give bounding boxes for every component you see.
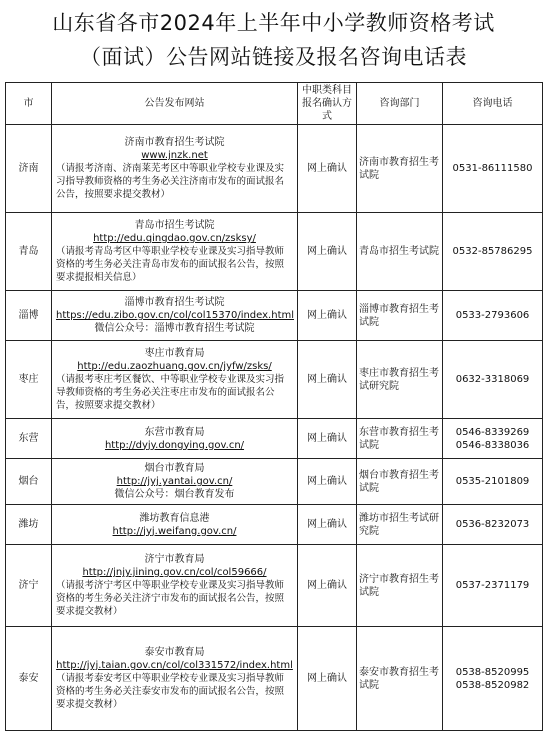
confirm-method: 网上确认 <box>307 476 347 487</box>
table-row <box>6 627 543 731</box>
site-link[interactable]: www.jnzk.net <box>141 150 208 161</box>
site-note: （请报考枣庄考区餐饮、中等职业学校专业课及实习指导教师资格的考生务必关注枣庄市发布的面试报名公告，按照要求提交教材） <box>56 374 285 411</box>
city-cell <box>6 627 52 731</box>
dept-name: 枣庄市教育招生考试研究院 <box>359 367 439 392</box>
dept-cell <box>357 459 443 505</box>
dept-cell <box>357 291 443 341</box>
site-link[interactable]: http://dyjy.dongying.gov.cn/ <box>104 439 245 451</box>
method-cell <box>298 291 357 341</box>
phone-number: 0537-2371179 <box>455 580 530 591</box>
phone-number: 0632-3318069 <box>455 374 530 385</box>
site-name: 泰安市教育局 <box>144 647 205 658</box>
table-row <box>6 459 543 505</box>
site-name: 烟台市教育局 <box>144 463 205 474</box>
confirm-method: 网上确认 <box>307 310 347 321</box>
confirm-method: 网上确认 <box>307 374 347 385</box>
phone-number: 0533-2793606 <box>455 310 530 321</box>
site-link[interactable]: https://edu.zibo.gov.cn/col/col15370/index.html <box>56 310 295 321</box>
confirm-method: 网上确认 <box>307 580 347 591</box>
site-cell <box>52 505 298 545</box>
table-row <box>6 505 543 545</box>
phone-cell <box>443 419 543 459</box>
city-name: 青岛 <box>18 246 39 257</box>
dept-name: 潍坊市招生考试研究院 <box>359 512 439 537</box>
site-name: 淄博市教育招生考试院 <box>124 297 225 308</box>
phone-number: 0536-8232073 <box>455 519 530 530</box>
dept-cell <box>357 627 443 731</box>
city-name: 烟台 <box>18 476 39 487</box>
phone-number: 0531-86111580 <box>452 163 533 174</box>
phone-number-secondary: 0546-8338036 <box>455 439 530 451</box>
site-name: 青岛市招生考试院 <box>134 220 215 231</box>
city-cell <box>6 505 52 545</box>
city-cell <box>6 125 52 213</box>
phone-cell <box>443 291 543 341</box>
confirm-method: 网上确认 <box>307 519 347 530</box>
site-link[interactable]: http://jyj.weifang.gov.cn/ <box>112 525 237 537</box>
table-row <box>6 419 543 459</box>
city-name: 济南 <box>18 163 39 174</box>
site-cell <box>52 213 298 291</box>
method-cell <box>298 627 357 731</box>
site-note: （请报考济南、济南莱芜考区中等职业学校专业课及实习指导教师资格的考生务必关注济南市发布的面试报名公告，按照要求提交教材） <box>56 163 285 200</box>
method-cell <box>298 505 357 545</box>
city-name: 淄博 <box>18 310 39 321</box>
city-cell <box>6 341 52 419</box>
city-name: 东营 <box>18 433 39 444</box>
page-title-line2: （面试）公告网站链接及报名咨询电话表 <box>80 45 467 69</box>
dept-cell <box>357 213 443 291</box>
wechat-account: 微信公众号：淄博市教育招生考试院 <box>94 323 255 334</box>
method-cell <box>298 125 357 213</box>
dept-name: 泰安市教育招生考试院 <box>359 666 439 691</box>
header-site: 公告发布网站 <box>52 83 298 125</box>
city-name: 泰安 <box>18 673 39 684</box>
table-header-row <box>6 83 543 125</box>
header-phone: 咨询电话 <box>443 83 543 125</box>
method-cell <box>298 341 357 419</box>
confirm-method: 网上确认 <box>307 246 347 257</box>
dept-name: 青岛市招生考试院 <box>359 246 439 257</box>
site-cell <box>52 459 298 505</box>
site-cell <box>52 291 298 341</box>
site-name: 潍坊教育信息港 <box>139 512 210 524</box>
site-link[interactable]: http://edu.zaozhuang.gov.cn/jyfw/zsks/ <box>77 361 272 372</box>
phone-cell <box>443 459 543 505</box>
city-name: 潍坊 <box>18 519 39 530</box>
table-row <box>6 213 543 291</box>
table-row <box>6 545 543 627</box>
city-name: 济宁 <box>18 580 39 591</box>
site-note: （请报考泰安考区中等职业学校专业课及实习指导教师资格的考生务必关注泰安市发布的面试报名公告，按照要求提交教材） <box>56 673 285 710</box>
wechat-account: 微信公众号：烟台教育发布 <box>114 489 235 500</box>
site-link[interactable]: http://jnjy.jining.gov.cn/col/col59666/ <box>82 567 267 578</box>
site-name: 枣庄市教育局 <box>144 348 205 359</box>
table-body <box>6 125 543 731</box>
dept-cell <box>357 505 443 545</box>
dept-name: 淄博市教育招生考试院 <box>359 303 439 328</box>
phone-number-secondary: 0538-8520982 <box>455 679 530 691</box>
phone-number: 0535-2101809 <box>455 476 530 487</box>
phone-number: 0546-8339269 <box>455 426 530 438</box>
phone-cell <box>443 627 543 731</box>
city-cell <box>6 459 52 505</box>
site-cell <box>52 545 298 627</box>
site-link[interactable]: http://edu.qingdao.gov.cn/zsksy/ <box>93 233 256 244</box>
dept-name: 济南市教育招生考试院 <box>359 156 439 181</box>
dept-name: 济宁市教育招生考试院 <box>359 573 439 598</box>
phone-cell <box>443 125 543 213</box>
site-name: 东营市教育局 <box>144 426 205 438</box>
header-dept: 咨询部门 <box>357 83 443 125</box>
confirm-method: 网上确认 <box>307 433 347 444</box>
site-cell <box>52 419 298 459</box>
site-cell <box>52 627 298 731</box>
dept-name: 东营市教育招生考试院 <box>359 426 439 451</box>
phone-cell <box>443 545 543 627</box>
phone-number: 0538-8520995 <box>455 666 530 678</box>
dept-cell <box>357 545 443 627</box>
header-vocational: 中职类科目报名确认方式 <box>298 83 357 125</box>
site-link[interactable]: http://jyj.yantai.gov.cn/ <box>116 476 233 487</box>
city-cell <box>6 419 52 459</box>
city-cell <box>6 545 52 627</box>
method-cell <box>298 545 357 627</box>
info-table <box>5 82 543 731</box>
phone-cell <box>443 213 543 291</box>
site-name: 济南市教育招生考试院 <box>124 137 225 148</box>
dept-cell <box>357 419 443 459</box>
site-name: 济宁市教育局 <box>144 554 205 565</box>
dept-name: 烟台市教育招生考试院 <box>359 469 439 494</box>
site-link[interactable]: http://jyj.taian.gov.cn/col/col331572/index.html <box>56 660 293 671</box>
method-cell <box>298 459 357 505</box>
table-row <box>6 341 543 419</box>
site-note: （请报考济宁考区中等职业学校专业课及实习指导教师资格的考生务必关注济宁市发布的面试报名公告，按照要求提交教材） <box>56 580 285 617</box>
site-cell <box>52 341 298 419</box>
site-cell <box>52 125 298 213</box>
confirm-method: 网上确认 <box>307 673 347 684</box>
confirm-method: 网上确认 <box>307 163 347 174</box>
city-name: 枣庄 <box>18 374 39 385</box>
city-cell <box>6 291 52 341</box>
method-cell <box>298 213 357 291</box>
phone-cell <box>443 341 543 419</box>
header-city: 市 <box>6 83 52 125</box>
method-cell <box>298 419 357 459</box>
table-row <box>6 291 543 341</box>
dept-cell <box>357 125 443 213</box>
table-row <box>6 125 543 213</box>
site-note: （请报考青岛考区中等职业学校专业课及实习指导教师资格的考生务必关注青岛市发布的面试报名公告，按照要求提报相关信息） <box>56 246 285 283</box>
page-title-line1: 山东省各市2024年上半年中小学教师资格考试 <box>52 11 495 35</box>
dept-cell <box>357 341 443 419</box>
city-cell <box>6 213 52 291</box>
phone-cell <box>443 505 543 545</box>
phone-number: 0532-85786295 <box>452 246 533 257</box>
